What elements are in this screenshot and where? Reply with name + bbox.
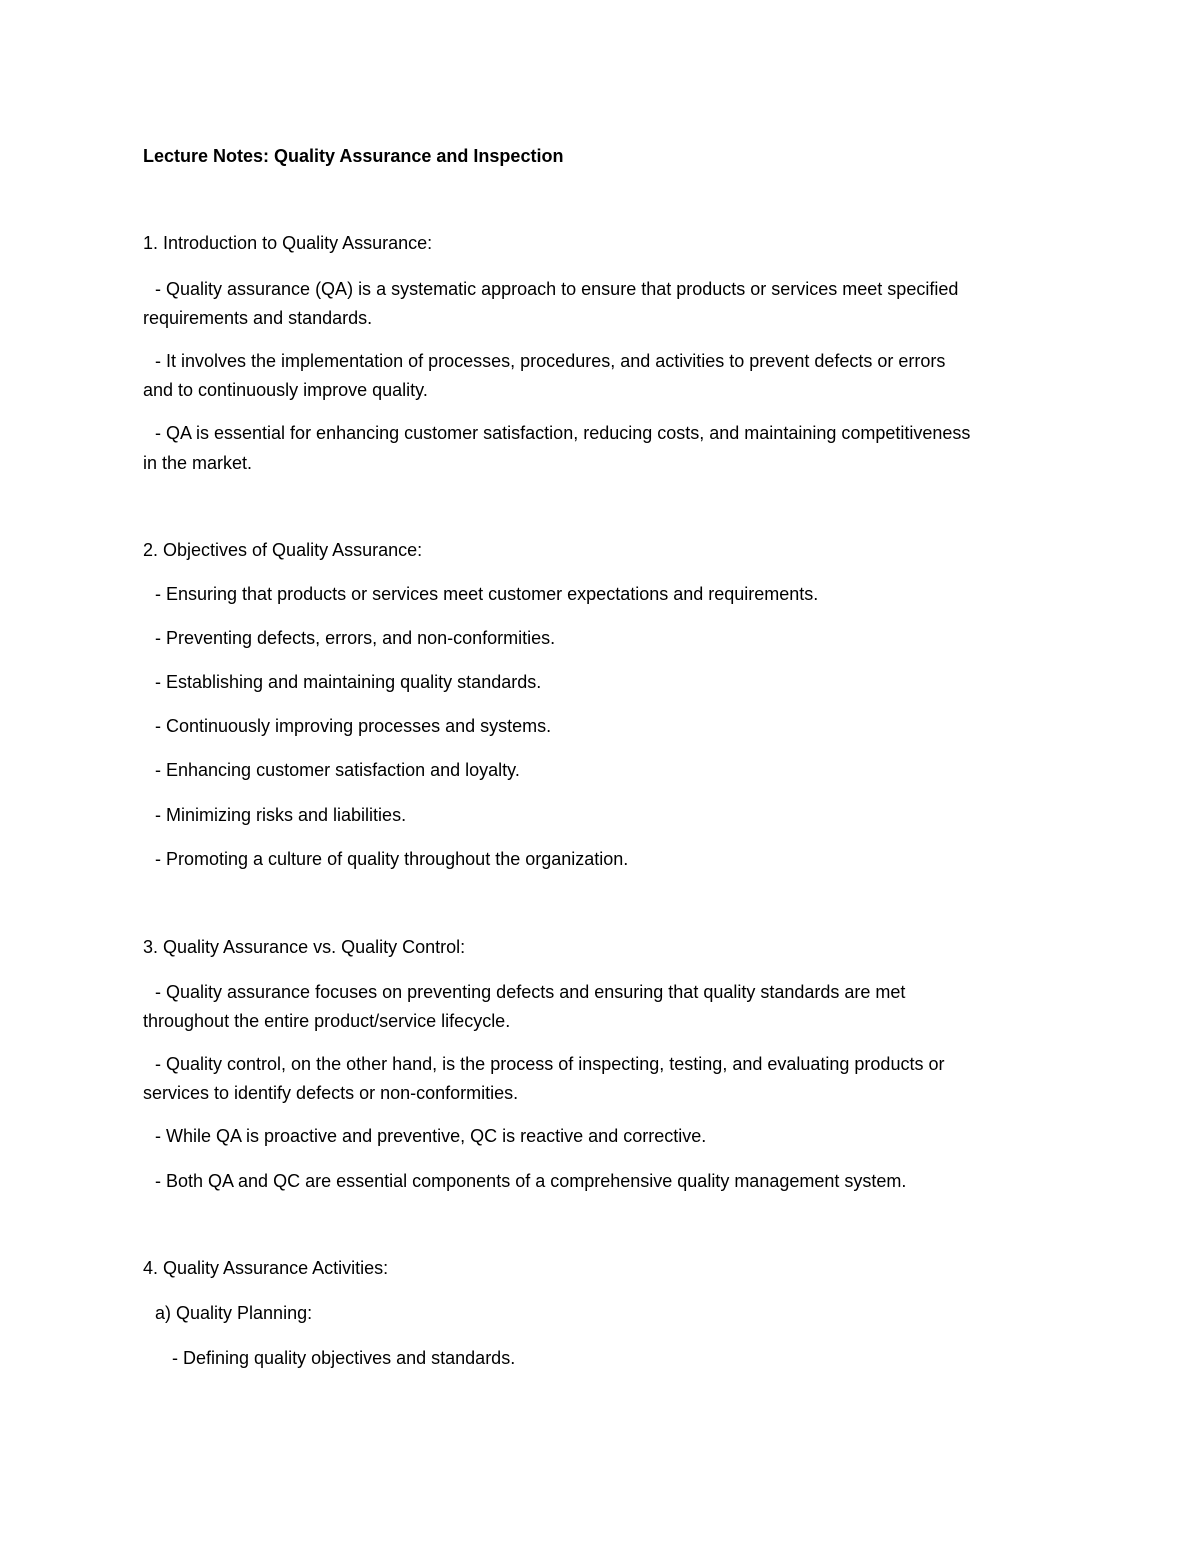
- section-3-bullet-1-line-1: - Quality assurance focuses on preventing defects and ensuring that quality standards are met: [155, 982, 906, 1002]
- section-4-sub-a-item: - Defining quality objectives and standards.: [172, 1348, 516, 1368]
- section-1-bullet-2-line-2: and to continuously improve quality.: [143, 380, 428, 400]
- section-2-item: - Ensuring that products or services meet customer expectations and requirements.: [155, 584, 819, 604]
- section-2-item: - Minimizing risks and liabilities.: [155, 805, 407, 825]
- section-1-bullet-1-line-2: requirements and standards.: [143, 308, 373, 328]
- section-1-bullet-3-line-2: in the market.: [143, 453, 253, 473]
- section-1-bullet-2-line-1: - It involves the implementation of processes, procedures, and activities to prevent defects or errors: [155, 351, 946, 371]
- section-2-item: - Establishing and maintaining quality standards.: [155, 672, 542, 692]
- section-2-item: - Continuously improving processes and systems.: [155, 716, 552, 736]
- section-2-item: - Preventing defects, errors, and non-conformities.: [155, 628, 556, 648]
- section-2-heading: 2. Objectives of Quality Assurance:: [143, 540, 423, 560]
- section-3-bullet-3: - While QA is proactive and preventive, QC is reactive and corrective.: [155, 1126, 707, 1146]
- section-4-heading: 4. Quality Assurance Activities:: [143, 1258, 389, 1278]
- section-3-bullet-4: - Both QA and QC are essential components of a comprehensive quality management system.: [155, 1171, 907, 1191]
- section-1-heading: 1. Introduction to Quality Assurance:: [143, 233, 433, 253]
- section-2-item: - Promoting a culture of quality throughout the organization.: [155, 849, 629, 869]
- document-title: Lecture Notes: Quality Assurance and Inspection: [143, 146, 564, 166]
- section-2-item: - Enhancing customer satisfaction and loyalty.: [155, 760, 520, 780]
- section-4-subheading-a: a) Quality Planning:: [155, 1303, 313, 1323]
- section-3-bullet-2-line-1: - Quality control, on the other hand, is the process of inspecting, testing, and evaluating products or: [155, 1054, 945, 1074]
- section-3-bullet-2-line-2: services to identify defects or non-conformities.: [143, 1083, 519, 1103]
- section-1-bullet-1-line-1: - Quality assurance (QA) is a systematic approach to ensure that products or services meet specified: [155, 279, 959, 299]
- section-3-bullet-1-line-2: throughout the entire product/service lifecycle.: [143, 1011, 511, 1031]
- section-3-heading: 3. Quality Assurance vs. Quality Control:: [143, 937, 466, 957]
- section-1-bullet-3-line-1: - QA is essential for enhancing customer satisfaction, reducing costs, and maintaining competitiveness: [155, 423, 971, 443]
